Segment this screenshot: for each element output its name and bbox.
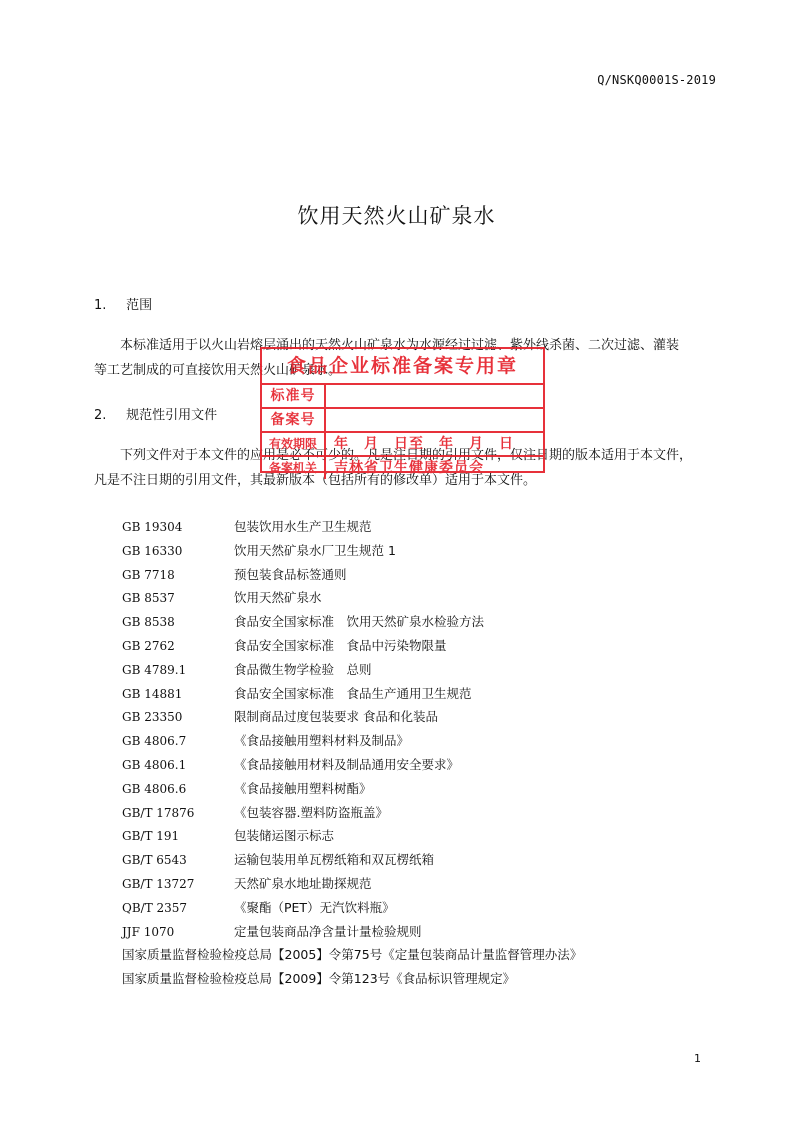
reference-code: GB 16330 bbox=[122, 543, 183, 558]
stamp-label: 标准号 bbox=[262, 385, 326, 407]
paragraph-line: 等工艺制成的可直接饮用天然火山矿泉水。 bbox=[94, 363, 342, 378]
stamp-value: 年 月 日至 年 月 日 bbox=[334, 436, 514, 452]
page-number: 1 bbox=[694, 1052, 701, 1065]
reference-item bbox=[122, 872, 682, 896]
stamp-label: 有效期限 bbox=[262, 433, 326, 455]
reference-code: GB/T 191 bbox=[122, 829, 180, 844]
reference-code: GB 4806.7 bbox=[122, 734, 187, 749]
reference-title: 包装饮用水生产卫生规范 bbox=[234, 519, 372, 534]
stamp-row bbox=[262, 385, 543, 409]
reference-item bbox=[122, 777, 682, 801]
stamp-row bbox=[262, 457, 543, 479]
paragraph-line: 凡是不注日期的引用文件，其最新版本（包括所有的修改单）适用于本文件。 bbox=[94, 473, 537, 488]
reference-title: 预包装食品标签通则 bbox=[234, 566, 347, 582]
filing-stamp bbox=[260, 347, 545, 476]
reference-title: 食品微生物学检验 总则 bbox=[234, 661, 372, 677]
reference-title: 饮用天然矿泉水厂卫生规范 1 bbox=[234, 542, 396, 558]
section-number: 1. bbox=[94, 298, 107, 313]
paragraph-line: 本标准适用于以火山岩熔层涌出的天然火山矿泉水为水源经过过滤、紫外线杀菌、二次过滤、灌装 bbox=[120, 338, 680, 353]
reference-title: 饮用天然矿泉水 bbox=[234, 590, 322, 606]
section-heading-references bbox=[94, 404, 217, 423]
section-title: 范围 bbox=[126, 298, 153, 313]
reference-code: GB/T 17876 bbox=[122, 805, 195, 820]
reference-code: GB 2762 bbox=[122, 638, 175, 653]
reference-title: 限制商品过度包装要求 食品和化装品 bbox=[234, 709, 438, 725]
reference-code: GB 8538 bbox=[122, 615, 175, 630]
reference-code: GB 4789.1 bbox=[122, 662, 187, 677]
reference-title: 定量包装商品净含量计量检验规则 bbox=[234, 923, 422, 939]
reference-title: 天然矿泉水地址勘探规范 bbox=[234, 875, 372, 891]
reference-item bbox=[122, 705, 682, 729]
reference-code: GB 4806.1 bbox=[122, 757, 187, 772]
reference-item bbox=[122, 658, 682, 682]
stamp-label: 备案机关 bbox=[262, 457, 326, 479]
reference-item bbox=[122, 896, 682, 920]
reference-title: 包装储运图示标志 bbox=[234, 828, 335, 844]
reference-code: JJF 1070 bbox=[122, 924, 175, 939]
reference-code: GB 4806.6 bbox=[122, 781, 187, 796]
document-title: 饮用天然火山矿泉水 bbox=[297, 204, 496, 228]
stamp-row bbox=[262, 433, 543, 457]
stamp-label: 备案号 bbox=[262, 409, 326, 431]
stamp-row bbox=[262, 409, 543, 433]
reference-item bbox=[122, 848, 682, 872]
reference-title: 运输包装用单瓦楞纸箱和双瓦楞纸箱 bbox=[234, 852, 435, 868]
reference-item bbox=[122, 801, 682, 825]
reference-title: 《食品接触用塑料材料及制品》 bbox=[234, 733, 410, 749]
paragraph-line: 下列文件对于本文件的应用是必不可少的。凡是注日期的引用文件，仅注日期的版本适用于本文件， bbox=[120, 448, 693, 463]
reference-title: 《食品接触用材料及制品通用安全要求》 bbox=[234, 756, 460, 772]
stamp-value bbox=[326, 385, 543, 407]
reference-title: 《食品接触用塑料树酯》 bbox=[234, 780, 372, 796]
reference-item bbox=[122, 729, 682, 753]
reference-item bbox=[122, 753, 682, 777]
reference-title: 《聚酯（PET）无汽饮料瓶》 bbox=[234, 899, 395, 915]
decree-item: 国家质量监督检验检疫总局【2005】令第75号《定量包装商品计量监督管理办法》 bbox=[122, 947, 583, 963]
reference-item bbox=[122, 920, 682, 944]
stamp-value: 吉林省卫生健康委员会 bbox=[334, 460, 484, 476]
reference-code: GB 8537 bbox=[122, 591, 175, 606]
document-code: Q/NSKQ0001S-2019 bbox=[597, 73, 716, 87]
section-number: 2. bbox=[94, 408, 107, 423]
stamp-value bbox=[326, 409, 543, 431]
reference-code: GB/T 13727 bbox=[122, 876, 195, 891]
reference-item bbox=[122, 634, 682, 658]
reference-code: GB 7718 bbox=[122, 567, 175, 582]
reference-title: 《包装容器.塑料防盗瓶盖》 bbox=[234, 804, 388, 820]
reference-item bbox=[122, 682, 682, 706]
reference-list bbox=[122, 515, 682, 991]
reference-title: 食品安全国家标准 饮用天然矿泉水检验方法 bbox=[234, 614, 485, 630]
decree-item: 国家质量监督检验检疫总局【2009】令第123号《食品标识管理规定》 bbox=[122, 971, 516, 987]
reference-code: GB 14881 bbox=[122, 686, 183, 701]
reference-item bbox=[122, 610, 682, 634]
reference-title: 食品安全国家标准 食品生产通用卫生规范 bbox=[234, 685, 472, 701]
reference-item bbox=[122, 539, 682, 563]
reference-code: GB 23350 bbox=[122, 710, 183, 725]
reference-code: QB/T 2357 bbox=[122, 900, 188, 915]
reference-code: GB 19304 bbox=[122, 520, 183, 534]
section-heading-scope bbox=[94, 294, 152, 313]
stamp-title: 食品企业标准备案专用章 bbox=[262, 349, 543, 385]
reference-item bbox=[122, 563, 682, 587]
reference-code: GB/T 6543 bbox=[122, 853, 187, 868]
section-title: 规范性引用文件 bbox=[126, 408, 218, 423]
reference-item bbox=[122, 586, 682, 610]
reference-item bbox=[122, 824, 682, 848]
reference-item bbox=[122, 515, 682, 539]
reference-title: 食品安全国家标准 食品中污染物限量 bbox=[234, 637, 447, 653]
